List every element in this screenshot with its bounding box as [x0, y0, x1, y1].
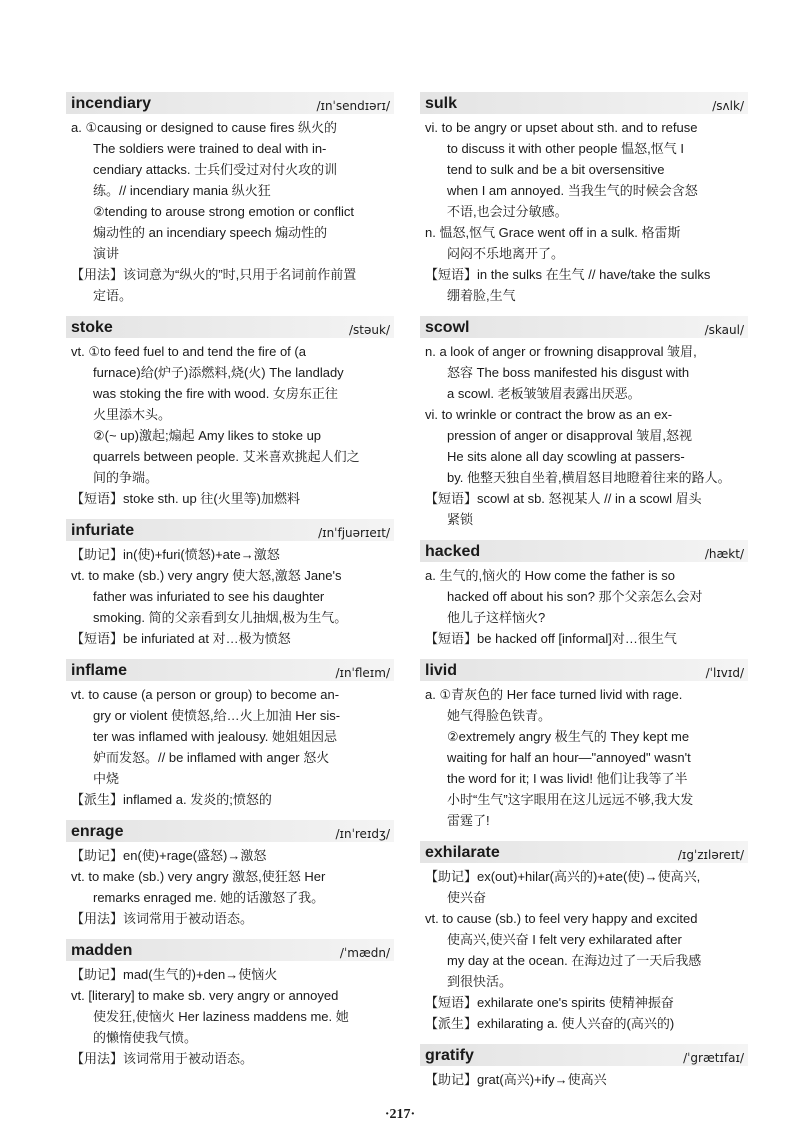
phonetic: /hækt/ — [704, 547, 744, 561]
entry-header — [420, 1044, 748, 1066]
definition-line: 使发狂,使恼火 Her laziness maddens me. 她 — [93, 1009, 349, 1024]
definition-line: 使兴奋 — [447, 890, 487, 905]
entry-scowl — [420, 316, 748, 530]
definition-line: 闷闷不乐地离开了。 — [447, 246, 565, 261]
definition-line: cendiary attacks. 士兵们受过对付火攻的训 — [93, 162, 338, 177]
definition-line: 雷霆了! — [447, 813, 490, 828]
definition-line: vt. [literary] to make sb. very angry or annoyed — [71, 988, 339, 1003]
entry-header — [66, 820, 394, 842]
entry-incendiary — [66, 92, 394, 306]
definition-line: my day at the ocean. 在海边过了一天后我感 — [447, 953, 702, 968]
entry-header — [66, 316, 394, 338]
phonetic: /skaul/ — [704, 323, 744, 337]
definition-line: 中烧 — [93, 771, 120, 786]
definition-line: vi. to wrinkle or contract the brow as an ex- — [425, 407, 673, 422]
headword: gratify — [425, 1047, 474, 1064]
definition-line: remarks enraged me. 她的话激怒了我。 — [93, 890, 325, 905]
definition-line: tend to sulk and be a bit oversensitive — [447, 162, 665, 177]
definition-line: ②extremely angry 极生气的 They kept me — [447, 729, 690, 744]
definition-line: 练。// incendiary mania 纵火狂 — [93, 183, 271, 198]
left-column — [66, 92, 394, 1079]
definition-line: He sits alone all day scowling at passers- — [447, 449, 685, 464]
definition-line: a. ①causing or designed to cause fires 纵火的 — [71, 120, 338, 135]
definition-line: 【助记】ex(out)+hilar(高兴的)+ate(使)→使高兴, — [425, 869, 701, 884]
entry-header — [66, 939, 394, 961]
headword: infuriate — [71, 522, 135, 539]
definition-line: 【短语】be infuriated at 对…极为愤怒 — [71, 631, 291, 646]
definition-line: quarrels between people. 艾米喜欢挑起人们之 — [93, 449, 360, 464]
entry-header — [66, 92, 394, 114]
definition-line: 【助记】in(使)+furi(愤怒)+ate→激怒 — [71, 547, 280, 562]
phonetic: /ˈlɪvɪd/ — [705, 666, 744, 680]
definition-line: n. 愠怒,怄气 Grace went off in a sulk. 格雷斯 — [425, 225, 681, 240]
phonetic: /ɪnˈfjuərɪeɪt/ — [318, 526, 390, 540]
definition-line: when I am annoyed. 当我生气的时候会含怒 — [447, 183, 698, 198]
headword: madden — [71, 942, 133, 959]
definition-line: 间的争端。 — [93, 470, 159, 485]
definition-line: 煽动性的 an incendiary speech 煽动性的 — [93, 225, 328, 240]
headword: exhilarate — [425, 844, 500, 861]
definition-line: gry or violent 使愤怒,给…火上加油 Her sis- — [93, 708, 341, 723]
definition-line: ②(~ up)激起;煽起 Amy likes to stoke up — [93, 428, 322, 443]
entry-header — [420, 92, 748, 114]
definition-line: 【用法】该词常用于被动语态。 — [71, 1051, 254, 1066]
definition-line: 【短语】in the sulks 在生气 // have/take the sulks — [425, 267, 711, 282]
phonetic: /ɪnˈfleɪm/ — [335, 666, 390, 680]
headword: incendiary — [71, 95, 152, 112]
headword: stoke — [71, 319, 113, 336]
definition-line: 【派生】inflamed a. 发炎的;愤怒的 — [71, 792, 272, 807]
headword: livid — [425, 662, 458, 679]
page-number: ·217· — [384, 1107, 416, 1122]
definition-line: was stoking the fire with wood. 女房东正往 — [93, 386, 338, 401]
definition-line: 怒容 The boss manifested his disgust with — [447, 365, 690, 380]
definition-line: 她气得脸色铁青。 — [447, 708, 552, 723]
entry-header — [66, 519, 394, 541]
definition-line: smoking. 简的父亲看到女儿抽烟,极为生气。 — [93, 610, 348, 625]
phonetic: /ɪgˈzɪləreɪt/ — [677, 848, 744, 862]
definition-line: the word for it; I was livid! 他们让我等了半 — [447, 771, 688, 786]
headword: inflame — [71, 662, 128, 679]
definition-line: to discuss it with other people 愠怒,怄气 I — [447, 141, 684, 156]
definition-line: 不语,也会过分敏感。 — [447, 204, 568, 219]
definition-line: 【用法】该词常用于被动语态。 — [71, 911, 254, 926]
definition-line: 火里添木头。 — [93, 407, 172, 422]
phonetic: /stəuk/ — [349, 323, 390, 337]
definition-line: 【短语】stoke sth. up 往(火里等)加燃料 — [71, 491, 300, 506]
definition-line: 的懒惰使我气愤。 — [93, 1030, 198, 1045]
definition-line: vt. to make (sb.) very angry 激怒,使狂怒 Her — [71, 869, 326, 884]
definition-line: a. 生气的,恼火的 How come the father is so — [425, 568, 675, 583]
phonetic: /sʌlk/ — [712, 99, 744, 113]
entry-livid — [420, 659, 748, 831]
definition-line: vi. to be angry or upset about sth. and to refuse — [425, 120, 698, 135]
definition-line: vt. to make (sb.) very angry 使大怒,激怒 Jane's — [71, 568, 342, 583]
definition-line: vt. ①to feed fuel to and tend the fire of (a — [71, 344, 306, 359]
entry-header — [66, 659, 394, 681]
definition-line: 小时“生气”这字眼用在这儿远远不够,我大发 — [447, 792, 694, 807]
definition-line: 使高兴,使兴奋 I felt very exhilarated after — [447, 932, 682, 947]
phonetic: /ɪnˈsendɪərɪ/ — [316, 99, 390, 113]
headword: hacked — [425, 543, 481, 560]
definition-line: waiting for half an hour—"annoyed" wasn't — [447, 750, 691, 765]
definition-line: 紧锁 — [447, 512, 474, 527]
entry-header — [420, 316, 748, 338]
entry-inflame — [66, 659, 394, 810]
entry-enrage — [66, 820, 394, 929]
entry-hacked — [420, 540, 748, 649]
entry-exhilarate — [420, 841, 748, 1034]
definition-line: vt. to cause (a person or group) to become an- — [71, 687, 340, 702]
definition-line: pression of anger or disapproval 皱眉,怒视 — [447, 428, 692, 443]
definition-line: 【用法】该词意为“纵火的”时,只用于名词前作前置 — [71, 267, 357, 282]
definition-line: vt. to cause (sb.) to feel very happy and excited — [425, 911, 698, 926]
definition-line: 【短语】be hacked off [informal]对…很生气 — [425, 631, 677, 646]
phonetic: /ɪnˈreɪdʒ/ — [335, 827, 390, 841]
definition-line: by. 他整天独自坐着,横眉怒目地瞪着往来的路人。 — [447, 470, 731, 485]
definition-line: The soldiers were trained to deal with in- — [93, 141, 327, 156]
definition-line: ter was inflamed with jealousy. 她姐姐因忌 — [93, 729, 337, 744]
entry-sulk — [420, 92, 748, 306]
right-column — [420, 92, 748, 1100]
definition-line: 定语。 — [93, 288, 133, 303]
definition-line: father was infuriated to see his daughter — [93, 589, 325, 604]
definition-line: 【短语】exhilarate one's spirits 使精神振奋 — [425, 995, 674, 1010]
headword: scowl — [425, 319, 470, 336]
definition-line: 他儿子这样恼火? — [447, 610, 546, 625]
headword: enrage — [71, 823, 124, 840]
entry-header — [420, 540, 748, 562]
entry-madden — [66, 939, 394, 1069]
definition-line: n. a look of anger or frowning disapproval 皱眉, — [425, 344, 697, 359]
phonetic: /ˈmædn/ — [339, 946, 390, 960]
definition-line: a. ①青灰色的 Her face turned livid with rage. — [425, 687, 683, 702]
entry-header — [420, 659, 748, 681]
definition-line: a scowl. 老板皱皱眉表露出厌恶。 — [447, 386, 641, 401]
definition-line: 【助记】en(使)+rage(盛怒)→激怒 — [71, 848, 267, 863]
definition-line: 演讲 — [93, 246, 120, 261]
entry-header — [420, 841, 748, 863]
entry-gratify — [420, 1044, 748, 1090]
definition-line: 【短语】scowl at sb. 怒视某人 // in a scowl 眉头 — [425, 491, 702, 506]
phonetic: /ˈgrætɪfaɪ/ — [683, 1051, 744, 1065]
entry-stoke — [66, 316, 394, 509]
definition-line: 【助记】mad(生气的)+den→使恼火 — [71, 967, 278, 982]
entry-infuriate — [66, 519, 394, 649]
definition-line: ②tending to arouse strong emotion or conflict — [93, 204, 354, 219]
definition-line: hacked off about his son? 那个父亲怎么会对 — [447, 589, 703, 604]
definition-line: furnace)给(炉子)添燃料,烧(火) The landlady — [93, 365, 344, 380]
definition-line: 【助记】grat(高兴)+ify→使高兴 — [425, 1072, 607, 1087]
definition-line: 绷着脸,生气 — [447, 288, 516, 303]
definition-line: 【派生】exhilarating a. 使人兴奋的(高兴的) — [425, 1016, 675, 1031]
headword: sulk — [425, 95, 458, 112]
definition-line: 到很快活。 — [447, 974, 513, 989]
definition-line: 妒而发怒。// be inflamed with anger 怒火 — [93, 750, 330, 765]
